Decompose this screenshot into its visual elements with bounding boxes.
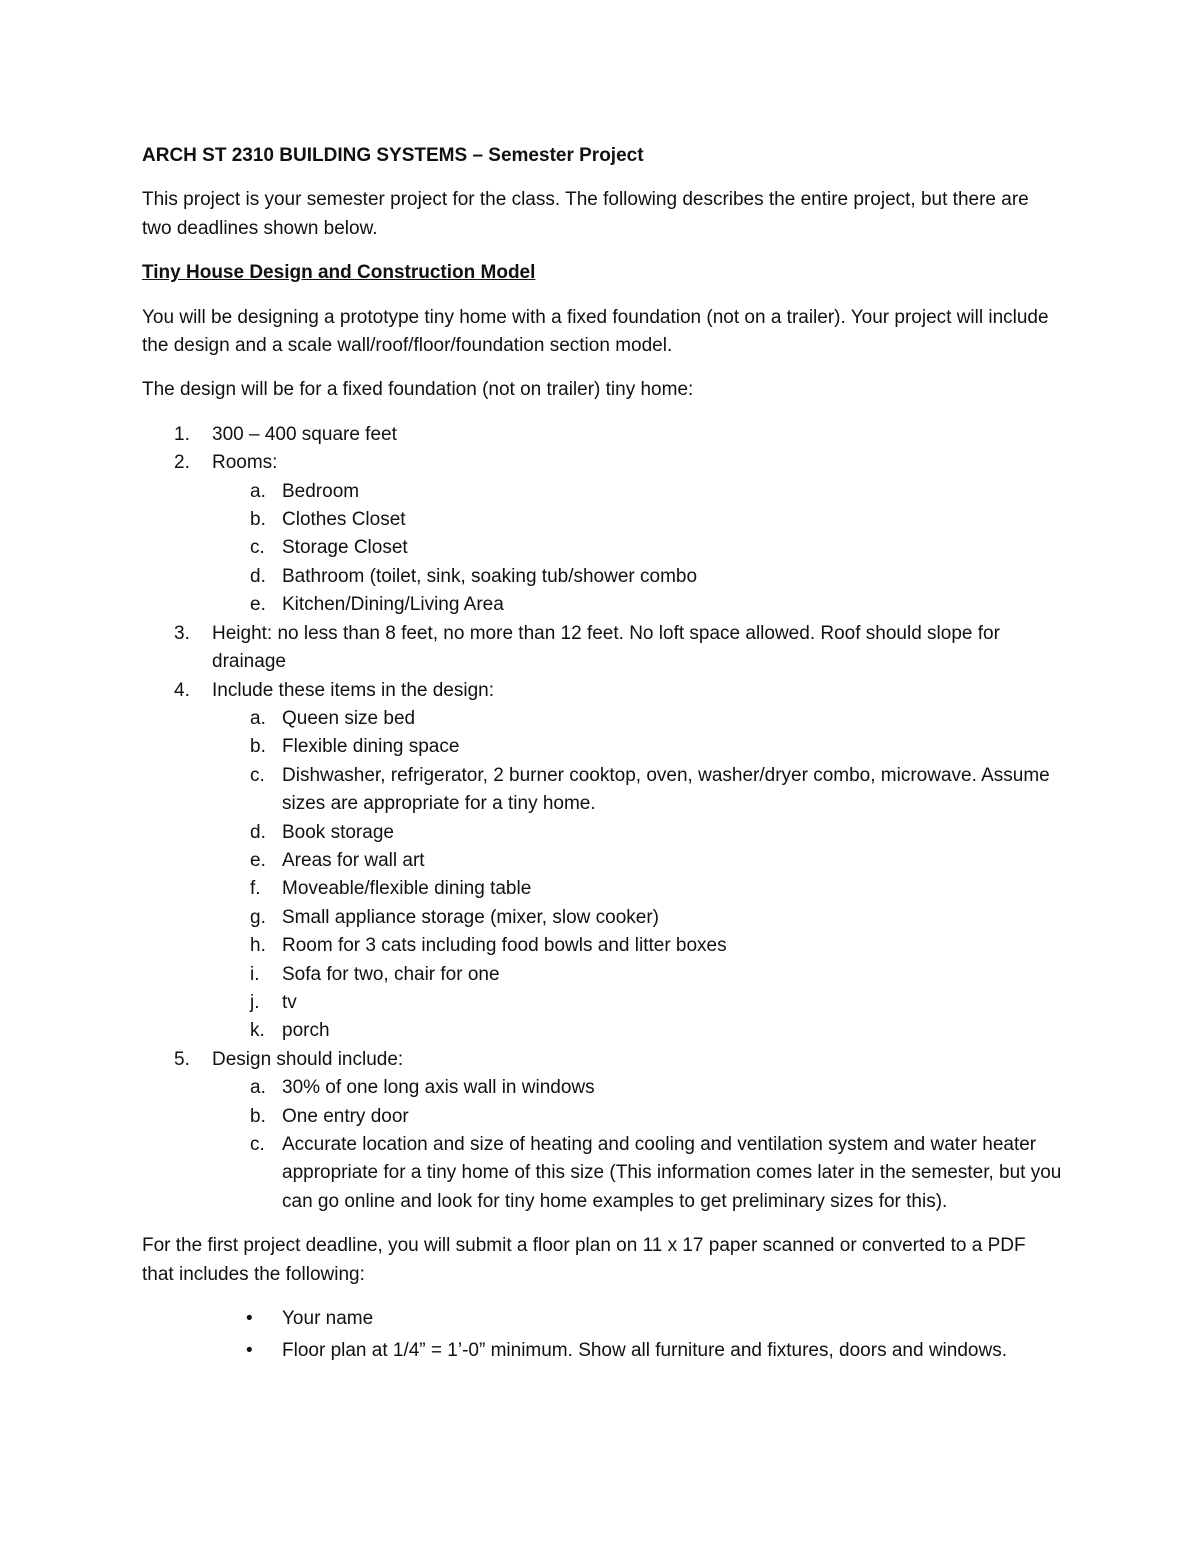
sub-list-letter: d.: [250, 565, 266, 587]
sub-list-item: [212, 506, 1062, 534]
sub-list-item: [212, 904, 1062, 932]
design-paragraph: You will be designing a prototype tiny home with a fixed foundation (not on a trailer). Your project will include the design and a scale wall/roof/floor/foundation section model.: [142, 306, 1049, 357]
list-item: [142, 449, 1062, 619]
list-item-text: 300 – 400 square feet: [212, 423, 397, 445]
sub-list-item-text: Bedroom: [282, 480, 360, 502]
sub-list-letter: i.: [250, 963, 260, 985]
sub-list-item-text: One entry door: [282, 1105, 409, 1127]
list-number: 1.: [174, 423, 190, 445]
sub-list-letter: g.: [250, 906, 266, 928]
list-number: 5.: [174, 1048, 190, 1070]
sub-list-item-text: Book storage: [282, 821, 394, 843]
sub-list-item: [212, 705, 1062, 733]
sub-list-item: [212, 932, 1062, 960]
sub-list-item-text: 30% of one long axis wall in windows: [282, 1077, 595, 1099]
sub-list-letter: b.: [250, 736, 266, 758]
sub-list-item: [212, 847, 1062, 875]
sub-list-item: [212, 819, 1062, 847]
sub-list-item: [212, 733, 1062, 761]
sub-list: [212, 705, 1062, 1046]
bullet-text: Floor plan at 1/4” = 1’-0” minimum. Show all furniture and fixtures, doors and windows.: [282, 1340, 1007, 1362]
bullet-item: [142, 1337, 1062, 1365]
list-item: [142, 1046, 1062, 1216]
list-number: 3.: [174, 622, 190, 644]
sub-list-item-text: porch: [282, 1020, 330, 1042]
sub-list-letter: f.: [250, 878, 261, 900]
sub-list-letter: d.: [250, 821, 266, 843]
list-number: 4.: [174, 679, 190, 701]
sub-list-item: [212, 563, 1062, 591]
sub-list-item: [212, 762, 1062, 819]
sub-list-letter: b.: [250, 509, 266, 531]
sub-list-item-text: Areas for wall art: [282, 849, 425, 871]
sub-list-item: [212, 534, 1062, 562]
sub-list-item-text: Room for 3 cats including food bowls and litter boxes: [282, 935, 727, 957]
list-item-text: Design should include:: [212, 1048, 404, 1070]
intro-paragraph: This project is your semester project for the class. The following describes the entire project, but there are two deadlines shown below.: [142, 189, 1029, 239]
list-item-text: Include these items in the design:: [212, 679, 495, 701]
sub-list-item: [212, 1074, 1062, 1102]
sub-list-item: [212, 478, 1062, 506]
list-item-text: Rooms:: [212, 452, 278, 474]
sub-list-item: [212, 961, 1062, 989]
list-item: [142, 620, 1062, 677]
sub-list-item-text: Small appliance storage (mixer, slow cooker): [282, 906, 659, 928]
deadline-paragraph: For the first project deadline, you will submit a floor plan on 11 x 17 paper scanned or converted to a PDF that includes the following:: [142, 1235, 1026, 1285]
sub-list-letter: c.: [250, 537, 265, 559]
sub-list-item-text: Clothes Closet: [282, 509, 406, 531]
section-heading: Tiny House Design and Construction Model: [142, 262, 536, 284]
sub-list-item: [212, 591, 1062, 619]
sub-list-letter: a.: [250, 1077, 266, 1099]
bullet-text: Your name: [282, 1308, 374, 1330]
sub-list-item-text: Accurate location and size of heating and cooling and ventilation system and water heater appropriate for a tiny home of this size (This information comes later in the semester, but you can go online and look for tiny home examples to get preliminary sizes for this).: [282, 1134, 1062, 1212]
sub-list-item-text: Moveable/flexible dining table: [282, 878, 532, 900]
sub-list-item-text: Sofa for two, chair for one: [282, 963, 500, 985]
sub-list-item-text: Flexible dining space: [282, 736, 460, 758]
bullet-item: [142, 1305, 1062, 1333]
list-item-text: Height: no less than 8 feet, no more than 12 feet. No loft space allowed. Roof should slope for drainage: [212, 622, 1000, 673]
sub-list-letter: h.: [250, 935, 266, 957]
document-title: ARCH ST 2310 BUILDING SYSTEMS – Semester Project: [142, 145, 644, 166]
foundation-paragraph: The design will be for a fixed foundation (not on trailer) tiny home:: [142, 379, 694, 401]
list-item: [142, 421, 1062, 449]
sub-list-letter: e.: [250, 849, 266, 871]
sub-list-item: [212, 1103, 1062, 1131]
sub-list: [212, 478, 1062, 620]
sub-list-item-text: Bathroom (toilet, sink, soaking tub/shower combo: [282, 565, 698, 587]
sub-list-letter: c.: [250, 1134, 265, 1155]
sub-list-letter: e.: [250, 594, 266, 616]
sub-list-letter: j.: [250, 991, 260, 1013]
list-number: 2.: [174, 452, 190, 474]
sub-list-item: [212, 1131, 1062, 1216]
sub-list-item-text: tv: [282, 991, 297, 1013]
sub-list-item-text: Kitchen/Dining/Living Area: [282, 594, 504, 616]
sub-list-item: [212, 875, 1062, 903]
sub-list-item: [212, 1017, 1062, 1045]
bullet-icon: •: [246, 1308, 253, 1330]
requirements-list: [142, 421, 1062, 1216]
bullet-icon: •: [246, 1340, 253, 1362]
deliverables-list: [142, 1305, 1062, 1366]
sub-list-item-text: Dishwasher, refrigerator, 2 burner cooktop, oven, washer/dryer combo, microwave. Assume sizes are appropriate for a tiny home.: [282, 764, 1050, 815]
sub-list-item-text: Storage Closet: [282, 537, 408, 559]
sub-list: [212, 1074, 1062, 1216]
list-item: [142, 677, 1062, 1046]
sub-list-letter: c.: [250, 764, 265, 786]
document-body: [142, 142, 1062, 1370]
sub-list-letter: a.: [250, 480, 266, 502]
sub-list-item: [212, 989, 1062, 1017]
sub-list-letter: b.: [250, 1105, 266, 1127]
sub-list-letter: a.: [250, 707, 266, 729]
sub-list-letter: k.: [250, 1020, 265, 1042]
sub-list-item-text: Queen size bed: [282, 707, 416, 729]
